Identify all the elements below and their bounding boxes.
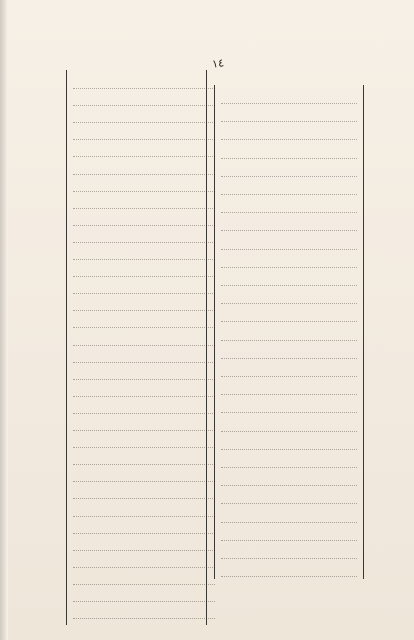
right-column-line: [219, 380, 359, 398]
left-column-line: [71, 313, 217, 331]
left-column-line: [71, 74, 217, 92]
line-guide: [73, 88, 215, 89]
line-guide: [73, 550, 215, 551]
line-guide: [221, 431, 357, 432]
line-guide: [221, 139, 357, 140]
line-guide: [73, 191, 215, 192]
right-column-line: [219, 344, 359, 362]
page-number: ١٤: [211, 56, 225, 71]
line-guide: [221, 576, 357, 577]
right-column-line: [219, 253, 359, 271]
left-column-line: [71, 536, 217, 554]
right-column-line: [219, 562, 359, 580]
line-guide: [73, 516, 215, 517]
line-guide: [73, 430, 215, 431]
line-guide: [221, 176, 357, 177]
right-column-line: [219, 307, 359, 325]
line-guide: [73, 259, 215, 260]
right-column-line: [219, 89, 359, 107]
left-column-line: [71, 262, 217, 280]
right-column-line: [219, 435, 359, 453]
line-guide: [73, 276, 215, 277]
line-guide: [73, 345, 215, 346]
line-guide: [73, 464, 215, 465]
right-column-line: [219, 489, 359, 507]
line-guide: [221, 340, 357, 341]
line-guide: [73, 533, 215, 534]
left-column-line: [71, 331, 217, 349]
left-column-line: [71, 399, 217, 417]
right-column-line: [219, 508, 359, 526]
left-column-line: [71, 245, 217, 263]
left-column-line: [71, 416, 217, 434]
line-guide: [73, 156, 215, 157]
line-guide: [73, 413, 215, 414]
line-guide: [221, 121, 357, 122]
line-guide: [73, 362, 215, 363]
line-guide: [73, 379, 215, 380]
line-guide: [73, 396, 215, 397]
left-column-line: [71, 177, 217, 195]
right-column-line: [219, 417, 359, 435]
right-column-line: [219, 216, 359, 234]
line-guide: [73, 481, 215, 482]
left-column-line: [71, 348, 217, 366]
line-guide: [221, 522, 357, 523]
left-column-line: [71, 125, 217, 143]
right-column-line: [219, 144, 359, 162]
left-column-line: [71, 142, 217, 160]
line-guide: [221, 267, 357, 268]
left-column-line: [71, 553, 217, 571]
line-guide: [221, 194, 357, 195]
line-guide: [73, 447, 215, 448]
line-guide: [221, 103, 357, 104]
right-column-line: [219, 471, 359, 489]
right-column-line: [219, 180, 359, 198]
left-column-line: [71, 519, 217, 537]
line-guide: [73, 327, 215, 328]
line-guide: [73, 293, 215, 294]
right-text-column: [214, 85, 364, 579]
right-column-line: [219, 107, 359, 125]
left-column-line: [71, 382, 217, 400]
line-guide: [221, 303, 357, 304]
line-guide: [221, 503, 357, 504]
line-guide: [73, 174, 215, 175]
right-column-line: [219, 271, 359, 289]
line-guide: [73, 208, 215, 209]
line-guide: [221, 285, 357, 286]
right-column-line: [219, 544, 359, 562]
left-column-line: [71, 194, 217, 212]
line-guide: [221, 449, 357, 450]
left-column-line: [71, 433, 217, 451]
left-column-line: [71, 296, 217, 314]
line-guide: [73, 498, 215, 499]
line-guide: [221, 212, 357, 213]
left-column-line: [71, 450, 217, 468]
right-column-line: [219, 362, 359, 380]
line-guide: [221, 158, 357, 159]
line-guide: [221, 394, 357, 395]
line-guide: [73, 310, 215, 311]
right-column-lines: [219, 85, 359, 579]
right-column-line: [219, 453, 359, 471]
line-guide: [221, 358, 357, 359]
left-column-line: [71, 587, 217, 605]
line-guide: [73, 105, 215, 106]
line-guide: [73, 584, 215, 585]
left-column-line: [71, 108, 217, 126]
right-column-line: [219, 289, 359, 307]
line-guide: [73, 122, 215, 123]
line-guide: [221, 467, 357, 468]
right-column-line: [219, 162, 359, 180]
line-guide: [221, 540, 357, 541]
line-guide: [73, 242, 215, 243]
right-column-line: [219, 125, 359, 143]
line-guide: [73, 618, 215, 619]
left-column-line: [71, 484, 217, 502]
line-guide: [221, 321, 357, 322]
left-text-column: [66, 70, 221, 625]
line-guide: [221, 485, 357, 486]
left-column-line: [71, 502, 217, 520]
line-guide: [73, 567, 215, 568]
line-guide: [221, 249, 357, 250]
left-column-line: [71, 570, 217, 588]
right-column-line: [219, 235, 359, 253]
line-guide: [221, 376, 357, 377]
line-guide: [221, 412, 357, 413]
left-column-line: [71, 365, 217, 383]
left-column-line: [71, 467, 217, 485]
right-column-line: [219, 326, 359, 344]
line-guide: [221, 558, 357, 559]
left-column-line: [71, 160, 217, 178]
left-column-line: [71, 228, 217, 246]
left-column-line: [71, 211, 217, 229]
left-column-line: [71, 279, 217, 297]
left-column-line: [71, 604, 217, 622]
line-guide: [221, 230, 357, 231]
right-column-line: [219, 198, 359, 216]
right-column-line: [219, 398, 359, 416]
left-column-line: [71, 91, 217, 109]
line-guide: [73, 225, 215, 226]
left-column-lines: [71, 70, 217, 625]
right-column-line: [219, 526, 359, 544]
line-guide: [73, 601, 215, 602]
line-guide: [73, 139, 215, 140]
